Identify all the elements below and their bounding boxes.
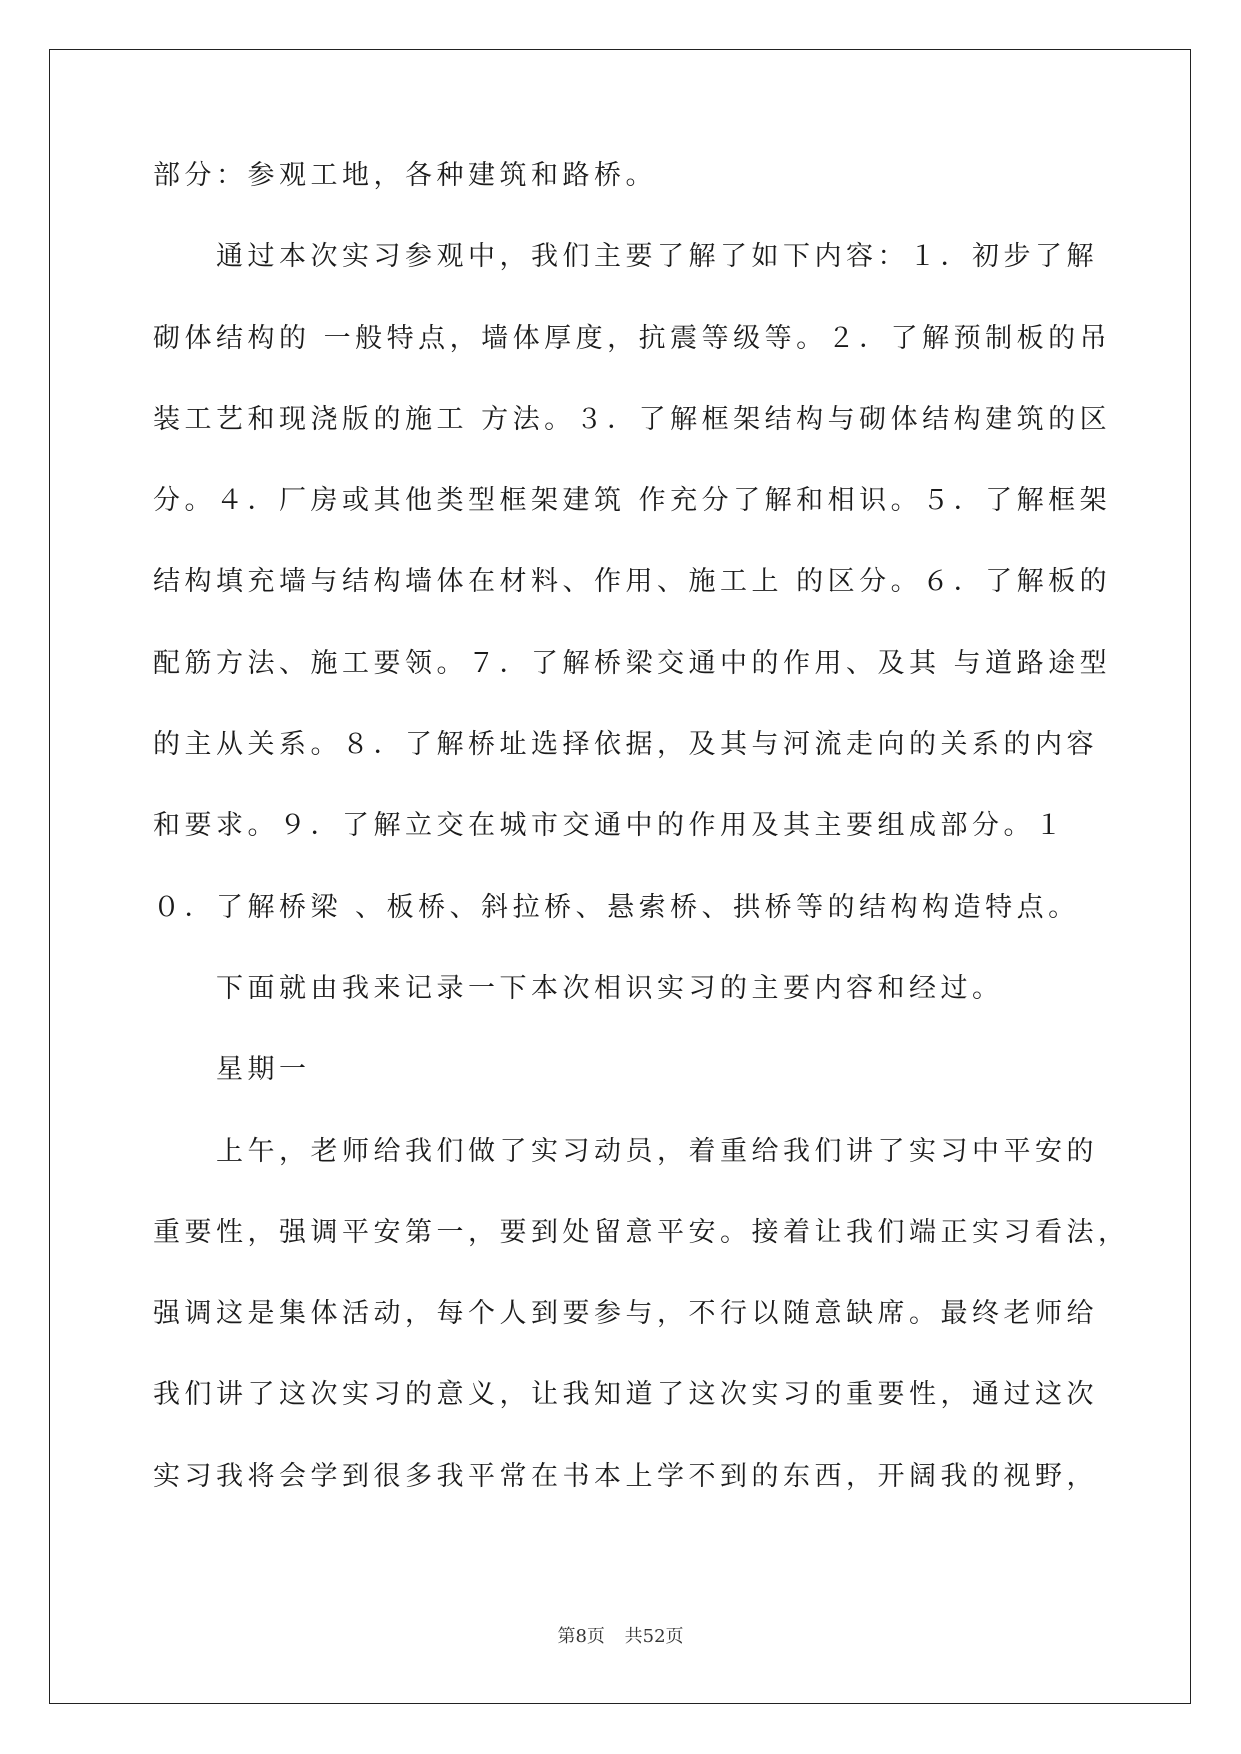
text-line: 我们讲了这次实习的意义，让我知道了这次实习的重要性，通过这次 bbox=[153, 1379, 1098, 1411]
text-line: 星期一 bbox=[216, 1054, 311, 1086]
text-line: 部分：参观工地，各种建筑和路桥。 bbox=[153, 160, 657, 191]
text-line: 装工艺和现浇版的施工 方法。３．了解框架结构与砌体结构建筑的区 bbox=[153, 403, 1112, 435]
text-line: 分。４．厂房或其他类型框架建筑 作充分了解和相识。５．了解框架 bbox=[153, 485, 1112, 517]
page-footer: 第8页 共52页 bbox=[557, 1626, 684, 1647]
text-line: 结构填充墙与结构墙体在材料、作用、施工上 的区分。６．了解板的 bbox=[153, 566, 1112, 598]
text-line: 的主从关系。８．了解桥址选择依据，及其与河流走向的关系的内容 bbox=[153, 729, 1098, 761]
text-line: 实习我将会学到很多我平常在书本上学不到的东西，开阔我的视野， bbox=[153, 1460, 1098, 1492]
text-line: 下面就由我来记录一下本次相识实习的主要内容和经过。 bbox=[216, 972, 1004, 1004]
text-line: 砌体结构的 一般特点，墙体厚度，抗震等级等。２．了解预制板的吊 bbox=[153, 322, 1112, 354]
text-line: ０．了解桥梁 、板桥、斜拉桥、悬索桥、拱桥等的结构构造特点。 bbox=[153, 891, 1080, 923]
text-line: 上午，老师给我们做了实习动员，着重给我们讲了实习中平安的 bbox=[216, 1135, 1098, 1167]
text-line: 配筋方法、施工要领。７．了解桥梁交通中的作用、及其 与道路途型 bbox=[153, 647, 1112, 679]
text-line: 强调这是集体活动，每个人到要参与，不行以随意缺席。最终老师给 bbox=[153, 1298, 1098, 1330]
text-line: 通过本次实习参观中，我们主要了解了如下内容：１．初步了解 bbox=[216, 241, 1098, 273]
document-body bbox=[153, 160, 1130, 1544]
text-line: 重要性，强调平安第一，要到处留意平安。接着让我们端正实习看法， bbox=[153, 1216, 1130, 1248]
text-line: 和要求。９．了解立交在城市交通中的作用及其主要组成部分。１ bbox=[153, 810, 1067, 842]
